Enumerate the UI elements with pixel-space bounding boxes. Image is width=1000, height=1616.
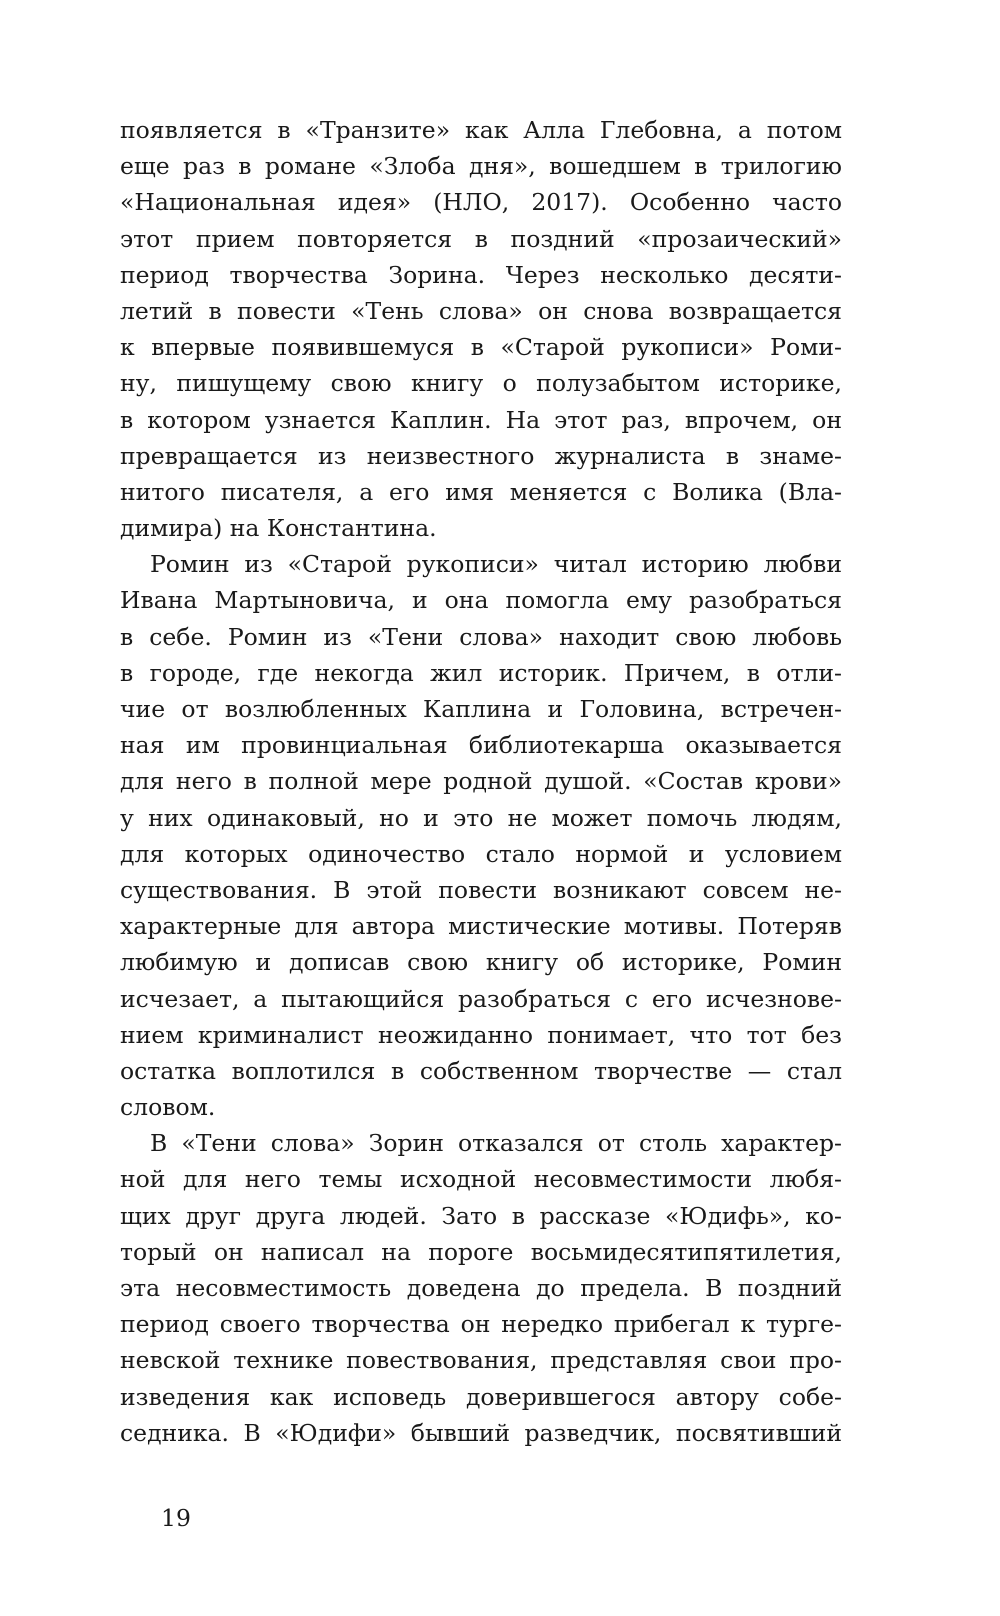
paragraph-2 xyxy=(120,546,842,1125)
text-line: «Национальная идея» (НЛО, 2017). Особенно часто xyxy=(120,188,842,217)
text-line: в городе, где некогда жил историк. Причем, в отли- xyxy=(120,658,842,687)
text-line: превращается из неизвестного журналиста в знаме- xyxy=(120,441,842,470)
text-line: нитого писателя, а его имя меняется с Волика (Вла- xyxy=(120,477,842,506)
text-line: появляется в «Транзите» как Алла Глебовна, а потом xyxy=(120,116,842,144)
text-line: седника. В «Юдифи» бывший разведчик, посвятивший xyxy=(120,1418,842,1447)
text-line: для него в полной мере родной душой. «Состав крови» xyxy=(120,767,842,796)
text-line: для которых одиночество стало нормой и условием xyxy=(120,839,842,868)
text-line: щих друг друга людей. Зато в рассказе «Юдифь», ко- xyxy=(120,1201,842,1230)
text-line: Ромин из «Старой рукописи» читал историю любви xyxy=(150,550,842,579)
text-line: исчезает, а пытающийся разобраться с его исчезнове- xyxy=(120,984,842,1013)
text-line: ной для него темы исходной несовместимости любя- xyxy=(120,1165,842,1194)
body-text xyxy=(120,112,842,1451)
text-line: период творчества Зорина. Через несколько десяти- xyxy=(120,260,842,289)
text-line: остатка воплотился в собственном творчестве — стал xyxy=(120,1056,842,1085)
text-line: этот прием повторяется в поздний «прозаический» xyxy=(120,224,842,253)
text-line: нием криминалист неожиданно понимает, что тот без xyxy=(120,1020,842,1049)
text-line: торый он написал на пороге восьмидесятипятилетия, xyxy=(120,1237,842,1266)
text-line: димира) на Константина. xyxy=(120,514,437,543)
text-line: Ивана Мартыновича, и она помогла ему разобраться xyxy=(120,586,842,615)
page-number: 19 xyxy=(161,1504,191,1532)
text-line: в котором узнается Каплин. На этот раз, впрочем, он xyxy=(120,405,842,434)
text-line: любимую и дописав свою книгу об историке, Ромин xyxy=(120,948,842,977)
text-line: ная им провинциальная библиотекарша оказывается xyxy=(120,731,842,760)
text-line: чие от возлюбленных Каплина и Головина, встречен- xyxy=(120,695,842,723)
text-line: существования. В этой повести возникают совсем не- xyxy=(120,875,842,904)
text-line: еще раз в романе «Злоба дня», вошедшем в трилогию xyxy=(120,152,842,181)
text-line: словом. xyxy=(120,1093,216,1122)
text-line: характерные для автора мистические мотивы. Потеряв xyxy=(120,912,842,941)
text-line: изведения как исповедь доверившегося автору собе- xyxy=(120,1382,842,1411)
paragraph-1 xyxy=(120,112,842,546)
text-line: невской технике повествования, представляя свои про- xyxy=(120,1346,842,1375)
text-line: период своего творчества он нередко прибегал к турге- xyxy=(120,1310,842,1339)
paragraph-3 xyxy=(120,1125,842,1451)
text-line: В «Тени слова» Зорин отказался от столь характер- xyxy=(150,1129,842,1158)
text-line: летий в повести «Тень слова» он снова возвращается xyxy=(120,296,842,325)
text-line: в себе. Ромин из «Тени слова» находит свою любовь xyxy=(120,622,842,651)
text-line: ну, пишущему свою книгу о полузабытом историке, xyxy=(120,369,842,398)
text-line: эта несовместимость доведена до предела. В поздний xyxy=(120,1274,842,1302)
text-line: к впервые появившемуся в «Старой рукописи» Роми- xyxy=(120,333,842,362)
text-line: у них одинаковый, но и это не может помочь людям, xyxy=(120,803,842,832)
